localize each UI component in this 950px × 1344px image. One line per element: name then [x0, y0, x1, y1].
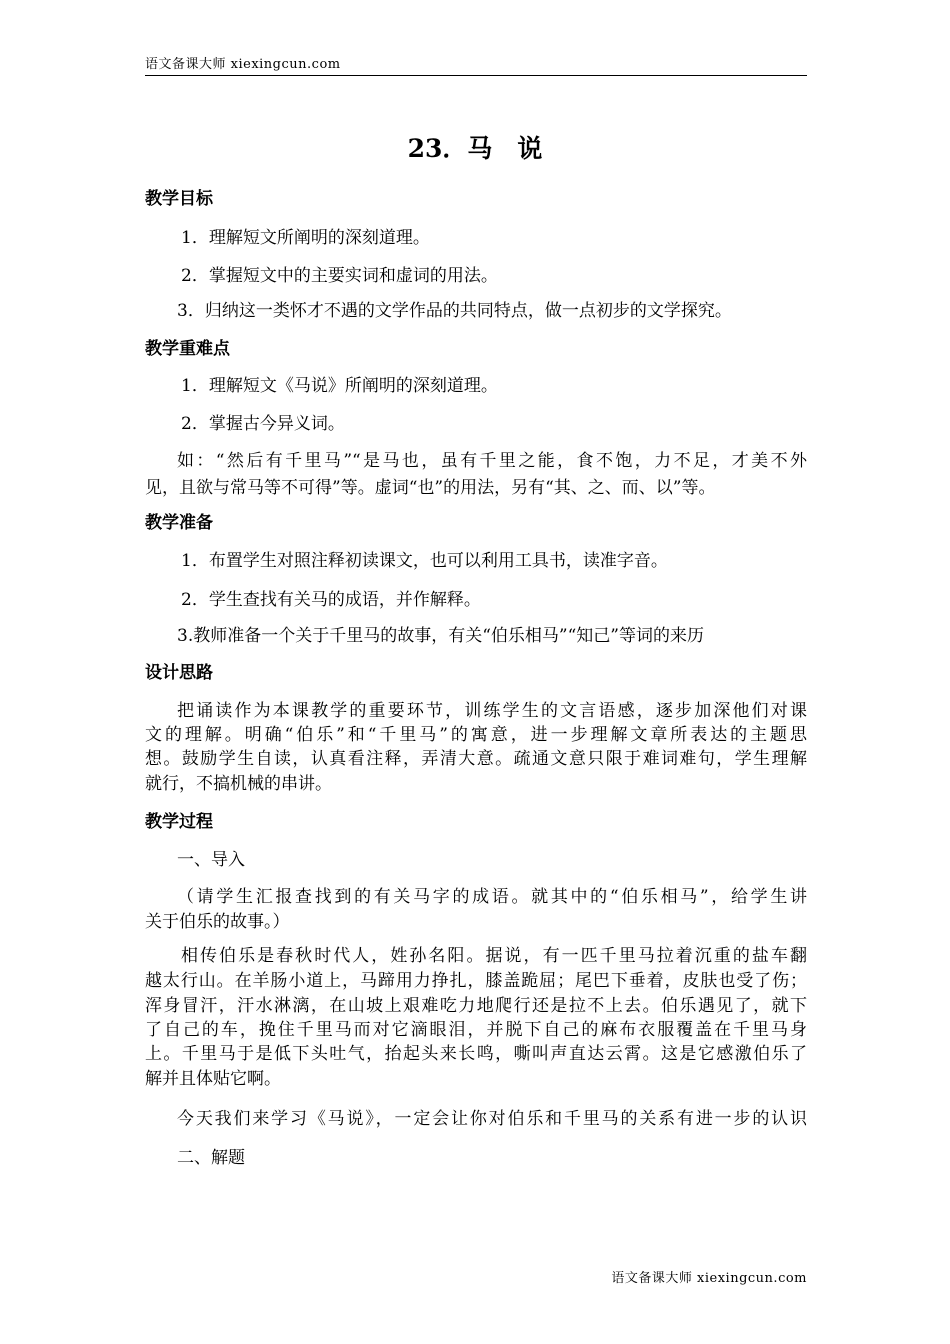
story-line-6: 解并且体贴它啊。 — [145, 1069, 281, 1089]
goal-item-1: 1．理解短文所阐明的深刻道理。 — [181, 228, 430, 248]
story-line-4: 了自己的车，挽住千里马而对它滴眼泪，并脱下自己的麻布衣服覆盖在千里马身 — [145, 1020, 807, 1040]
goal-item-2: 2．掌握短文中的主要实词和虚词的用法。 — [181, 266, 498, 286]
prep-item-2: 2．学生查找有关马的成语，并作解释。 — [181, 590, 481, 610]
lesson-title: 23．马 说 — [407, 134, 543, 163]
design-line-1: 把诵读作为本课教学的重要环节，训练学生的文言语感，逐步加深他们对课 — [177, 701, 807, 721]
page-header: 语文备课大师 xiexingcun.com — [145, 57, 807, 76]
key-point-example-line-2: 见，且欲与常马等不可得”等。虚词“也”的用法，另有“其、之、而、以”等。 — [145, 478, 716, 498]
design-line-2: 文的理解。明确“伯乐”和“千里马”的寓意，进一步理解文章所表达的主题思 — [145, 725, 807, 745]
process-intro: 今天我们来学习《马说》，一定会让你对伯乐和千里马的关系有进一步的认识 — [177, 1109, 807, 1129]
design-line-3: 想。鼓励学生自读，认真看注释，弄清大意。疏通文意只限于难词难句，学生理解 — [145, 749, 807, 769]
heading-key-points: 教学重难点 — [145, 339, 230, 359]
process-step-1: 一、导入 — [177, 850, 245, 870]
process-step-2: 二、解题 — [177, 1148, 245, 1168]
story-line-2: 越太行山。在羊肠小道上，马蹄用力挣扎，膝盖跪屈；尾巴下垂着，皮肤也受了伤； — [145, 971, 807, 991]
page-footer: 语文备课大师 xiexingcun.com — [611, 1271, 807, 1286]
heading-design: 设计思路 — [145, 663, 213, 683]
design-line-4: 就行，不搞机械的串讲。 — [145, 774, 332, 794]
process-note-line-2: 关于伯乐的故事。） — [145, 912, 290, 932]
prep-item-1: 1．布置学生对照注释初读课文，也可以利用工具书，读准字音。 — [181, 551, 668, 571]
heading-goals: 教学目标 — [145, 189, 213, 209]
story-line-1: 相传伯乐是春秋时代人，姓孙名阳。据说，有一匹千里马拉着沉重的盐车翻 — [181, 946, 807, 966]
heading-process: 教学过程 — [145, 812, 213, 832]
story-line-3: 浑身冒汗，汗水淋漓，在山坡上艰难吃力地爬行还是拉不上去。伯乐遇见了，就下 — [145, 996, 807, 1016]
process-note-line-1: （请学生汇报查找到的有关马字的成语。就其中的“伯乐相马”，给学生讲 — [177, 887, 807, 907]
story-line-5: 上。千里马于是低下头吐气，抬起头来长鸣，嘶叫声直达云霄。这是它感激伯乐了 — [145, 1044, 807, 1064]
prep-item-3: 3.教师准备一个关于千里马的故事，有关“伯乐相马”“知己”等词的来历 — [177, 626, 704, 646]
goal-item-3: 3．归纳这一类怀才不遇的文学作品的共同特点，做一点初步的文学探究。 — [177, 301, 732, 321]
key-point-example-line-1: 如：“然后有千里马”“是马也，虽有千里之能，食不饱，力不足，才美不外 — [177, 451, 807, 471]
heading-preparation: 教学准备 — [145, 513, 213, 533]
key-point-item-1: 1．理解短文《马说》所阐明的深刻道理。 — [181, 376, 498, 396]
key-point-item-2: 2．掌握古今异义词。 — [181, 414, 345, 434]
